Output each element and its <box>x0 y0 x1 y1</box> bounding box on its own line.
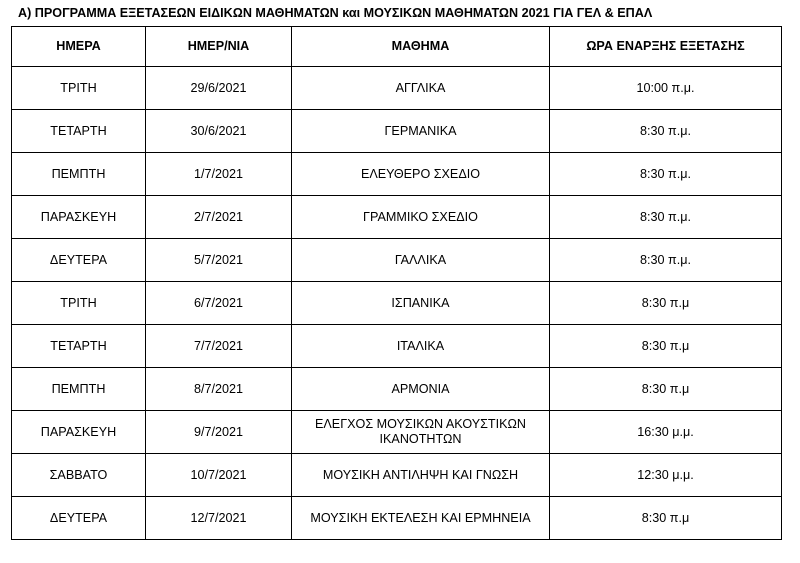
date-cell: 12/7/2021 <box>146 497 292 540</box>
start-time-cell: 16:30 μ.μ. <box>550 411 782 454</box>
subject-cell: ΜΟΥΣΙΚΗ ΑΝΤΙΛΗΨΗ ΚΑΙ ΓΝΩΣΗ <box>292 454 550 497</box>
date-cell: 2/7/2021 <box>146 196 292 239</box>
date-cell: 1/7/2021 <box>146 153 292 196</box>
day-cell: ΠΕΜΠΤΗ <box>12 368 146 411</box>
subject-cell: ΕΛΕΥΘΕΡΟ ΣΧΕΔΙΟ <box>292 153 550 196</box>
table-row <box>12 67 782 110</box>
day-cell: ΠΕΜΠΤΗ <box>12 153 146 196</box>
start-time-cell: 12:30 μ.μ. <box>550 454 782 497</box>
start-time-cell: 10:00 π.μ. <box>550 67 782 110</box>
day-cell: ΣΑΒΒΑΤΟ <box>12 454 146 497</box>
day-cell: ΤΡΙΤΗ <box>12 67 146 110</box>
start-time-cell: 8:30 π.μ <box>550 325 782 368</box>
table-row <box>12 239 782 282</box>
table-row <box>12 325 782 368</box>
day-cell: ΔΕΥΤΕΡΑ <box>12 239 146 282</box>
table-row <box>12 454 782 497</box>
table-row <box>12 110 782 153</box>
start-time-cell: 8:30 π.μ. <box>550 153 782 196</box>
subject-cell: ΙΣΠΑΝΙΚΑ <box>292 282 550 325</box>
day-cell: ΤΕΤΑΡΤΗ <box>12 325 146 368</box>
exam-schedule-table <box>11 26 782 540</box>
table-row <box>12 368 782 411</box>
table-row <box>12 196 782 239</box>
start-time-cell: 8:30 π.μ <box>550 368 782 411</box>
table-row <box>12 153 782 196</box>
subject-cell: ΑΡΜΟΝΙΑ <box>292 368 550 411</box>
start-time-cell: 8:30 π.μ. <box>550 239 782 282</box>
table-row <box>12 497 782 540</box>
date-cell: 6/7/2021 <box>146 282 292 325</box>
subject-cell: ΜΟΥΣΙΚΗ ΕΚΤΕΛΕΣΗ ΚΑΙ ΕΡΜΗΝΕΙΑ <box>292 497 550 540</box>
subject-cell: ΙΤΑΛΙΚΑ <box>292 325 550 368</box>
subject-cell: ΓΑΛΛΙΚΑ <box>292 239 550 282</box>
header-subject: ΜΑΘΗΜΑ <box>292 27 550 67</box>
header-start-time: ΩΡΑ ΕΝΑΡΞΗΣ ΕΞΕΤΑΣΗΣ <box>550 27 782 67</box>
subject-cell: ΓΕΡΜΑΝΙΚΑ <box>292 110 550 153</box>
date-cell: 5/7/2021 <box>146 239 292 282</box>
day-cell: ΔΕΥΤΕΡΑ <box>12 497 146 540</box>
subject-cell: ΕΛΕΓΧΟΣ ΜΟΥΣΙΚΩΝ ΑΚΟΥΣΤΙΚΩΝ ΙΚΑΝΟΤΗΤΩΝ <box>292 411 550 454</box>
start-time-cell: 8:30 π.μ <box>550 282 782 325</box>
date-cell: 29/6/2021 <box>146 67 292 110</box>
date-cell: 7/7/2021 <box>146 325 292 368</box>
document-title: Α) ΠΡΟΓΡΑΜΜΑ ΕΞΕΤΑΣΕΩΝ ΕΙΔΙΚΩΝ ΜΑΘΗΜΑΤΩΝ και ΜΟΥΣΙΚΩΝ ΜΑΘΗΜΑΤΩΝ 2021 ΓΙΑ ΓΕΛ & ΕΠΑΛ <box>18 6 653 20</box>
start-time-cell: 8:30 π.μ. <box>550 110 782 153</box>
subject-cell: ΑΓΓΛΙΚΑ <box>292 67 550 110</box>
day-cell: ΤΡΙΤΗ <box>12 282 146 325</box>
day-cell: ΠΑΡΑΣΚΕΥΗ <box>12 196 146 239</box>
date-cell: 9/7/2021 <box>146 411 292 454</box>
header-day: ΗΜΕΡΑ <box>12 27 146 67</box>
table-body <box>12 67 782 540</box>
start-time-cell: 8:30 π.μ. <box>550 196 782 239</box>
subject-cell: ΓΡΑΜΜΙΚΟ ΣΧΕΔΙΟ <box>292 196 550 239</box>
table-header-row <box>12 27 782 67</box>
date-cell: 10/7/2021 <box>146 454 292 497</box>
table-row <box>12 411 782 454</box>
start-time-cell: 8:30 π.μ <box>550 497 782 540</box>
day-cell: ΠΑΡΑΣΚΕΥΗ <box>12 411 146 454</box>
header-date: ΗΜΕΡ/ΝΙΑ <box>146 27 292 67</box>
table-row <box>12 282 782 325</box>
date-cell: 8/7/2021 <box>146 368 292 411</box>
date-cell: 30/6/2021 <box>146 110 292 153</box>
day-cell: ΤΕΤΑΡΤΗ <box>12 110 146 153</box>
